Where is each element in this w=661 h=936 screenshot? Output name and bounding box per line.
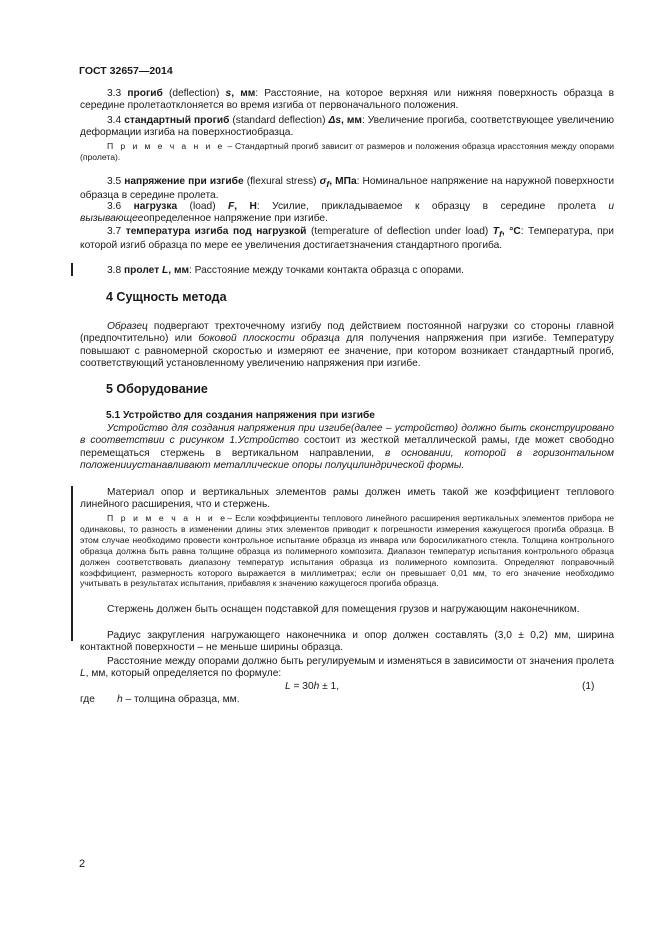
note-label: П р и м е ч а н и е [107,141,225,151]
where-definition [117,694,240,705]
term-symbol: L [162,265,169,276]
document-header: ГОСТ 32657—2014 [79,65,173,77]
formula-symbol: L [285,681,291,692]
term-definition-end: определенное напряжение при изгибе. [143,213,328,225]
term-3-6 [80,201,614,226]
term-number: 3.8 [107,265,124,276]
term-english: (temperature of deflection under load) [306,226,493,237]
term-subscript: f [326,179,330,190]
note-1 [80,141,614,163]
term-english: (standard deflection) [229,115,329,126]
change-bar [71,263,73,276]
term-symbol: s [225,88,232,99]
term-symbol: Δs [328,115,342,126]
term-english: (load) [177,201,229,212]
italic-text: боковой плоскости образца [198,333,340,345]
term-definition: : Номинальное напряжение на наружной поверхности образца в середине пролета. [80,176,615,202]
subsection-5-1-title: 5.1 Устройство для создания напряжения при изгибе [106,410,375,421]
formula-text: = 30 [290,681,314,692]
term-3-8 [80,265,614,277]
term-name: нагрузка [133,201,178,212]
term-unit: , мм [231,88,256,99]
note-text: – Стандартный прогиб зависит от размеров и положения образца ирасстояния между опорами (пролета). [80,141,614,162]
where-symbol: h [117,694,123,705]
term-3-3 [80,88,614,113]
page-number: 2 [79,858,86,870]
section-5-paragraph-5 [80,656,614,681]
term-name: напряжение при изгибе [124,176,244,187]
term-name: температура изгиба под нагрузкой [125,226,307,237]
term-unit: , мм [168,265,190,276]
note-label: П р и м е ч а н и е [107,513,228,523]
term-unit: , мм [341,115,362,126]
section-5-paragraph-3: Стержень должен быть оснащен подставкой для помещения грузов и нагружающим наконечником. [107,604,580,615]
term-definition: : Усилие, прикладываемое к образцу в середине пролета [256,201,609,212]
term-symbol: T [492,226,500,237]
term-subscript: f [499,229,502,240]
term-definition-italic: и вызывающее [80,201,614,225]
term-english: (deflection) [162,88,226,99]
section-5-title: 5 Оборудование [106,382,208,396]
term-name: стандартный прогиб [124,115,230,126]
term-number: 3.5 [107,176,125,187]
section-5-paragraph-2: Материал опор и вертикальных элементов рамы должен иметь такой же коэффициент теплового линейного расширения, что и стержень. [80,487,614,511]
section-5-paragraph-1 [80,423,614,473]
term-number: 3.6 [107,201,134,212]
note-2 [80,513,614,589]
paragraph-text: , мм, который определяется по формуле: [85,668,282,680]
formula-symbol: h [313,681,320,692]
term-english: (flexural stress) [243,176,320,187]
term-number: 3.3 [107,88,128,99]
paragraph-text: состоит из жесткой металлической рамы, где может свободно перемещаться стержень в вертикальном направлении, [80,435,614,459]
term-unit: , °С [501,226,521,237]
term-name: прогиб [127,88,163,99]
where-label: где [80,694,95,705]
term-number: 3.7 [107,226,126,237]
italic-text: в основании, которой в горизонтальном положенииустанавливают металлические опоры полуцилиндрической формы. [80,447,615,472]
change-bar [71,486,73,641]
term-3-7 [80,226,614,253]
term-definition: : Расстояние между точками контакта образца с опорами. [189,265,464,276]
paragraph-text: подвергают трехточечному изгибу под действием постоянной нагрузки со стороны главной (предпочтительно) или [80,321,614,345]
term-3-5 [80,176,614,203]
term-symbol: F [228,201,235,212]
term-definition: : Расстояние, на которое верхняя или нижняя поверхность образца в середине пролетаотклоняется во время изгиба от первоначального положения. [80,88,615,112]
term-definition: : Увеличение прогиба, соответствующее увеличению деформации изгиба на поверхностиобразца. [80,115,615,139]
section-4-paragraph [80,321,614,371]
term-3-4 [80,115,614,140]
italic-symbol: L [80,668,86,680]
section-5-paragraph-4: Радиус закругления нагружающего наконечника и опор должен составлять (3,0 ± 0,2) мм, ширина контактной поверхности – не меньше ширины образца. [80,630,614,654]
formula [285,681,339,692]
where-text: – толщина образца, мм. [122,694,240,705]
formula-text: ± 1, [319,681,340,692]
note-text: – Если коэффициенты теплового линейного расширения вертикальных элементов прибора не одинаковы, то разность в изменении длины этих элементов приводит к погрешности измерения кажущегося прогиба образца. В этом случае необходимо провести контрольное испытание образца из инвара или боросиликатного стекла. Толщина контрольного образца должна быть равна толщине образца из полимерного композита. Диапазон температур испытания контрольного образца должен соответствовать диапазону температур испытания образца из полимерного композита. Определяют поправочный коэффициент, размерность которого выражается в миллиметрах; если он превышает 0,01 мм, то его значение необходимо учитывать в результатах испытания, прибавляя к значению кажущегося прогиба образца. [80,513,614,589]
section-4-title: 4 Сущность метода [106,290,227,304]
term-unit: , Н [234,201,257,212]
term-definition: : Температура, при которой изгиб образца по мере ее увеличения достигаетзначения стандартного прогиба. [80,226,614,252]
term-number: 3.4 [107,115,125,126]
term-unit: , МПа [329,176,357,187]
term-name: пролет [124,265,160,276]
term-symbol: σ [319,176,327,187]
paragraph-text: для получения напряжения при изгибе. Температуру повышают с равномерной скоростью и измеряют ее значение, при котором возникает стандартный прогиб, соответствующий установленному увеличению напряжения при изгибе. [80,333,614,370]
italic-text: Устройство для создания напряжения при изгибе(далее – устройство) должно быть сконструировано в соответствии с рисунком 1.Устройство [80,423,614,447]
italic-text: Образец [107,321,148,332]
formula-number: (1) [582,681,595,692]
paragraph-text: Расстояние между опорами должно быть регулируемым и изменяться в зависимости от значения пролета [107,656,614,667]
